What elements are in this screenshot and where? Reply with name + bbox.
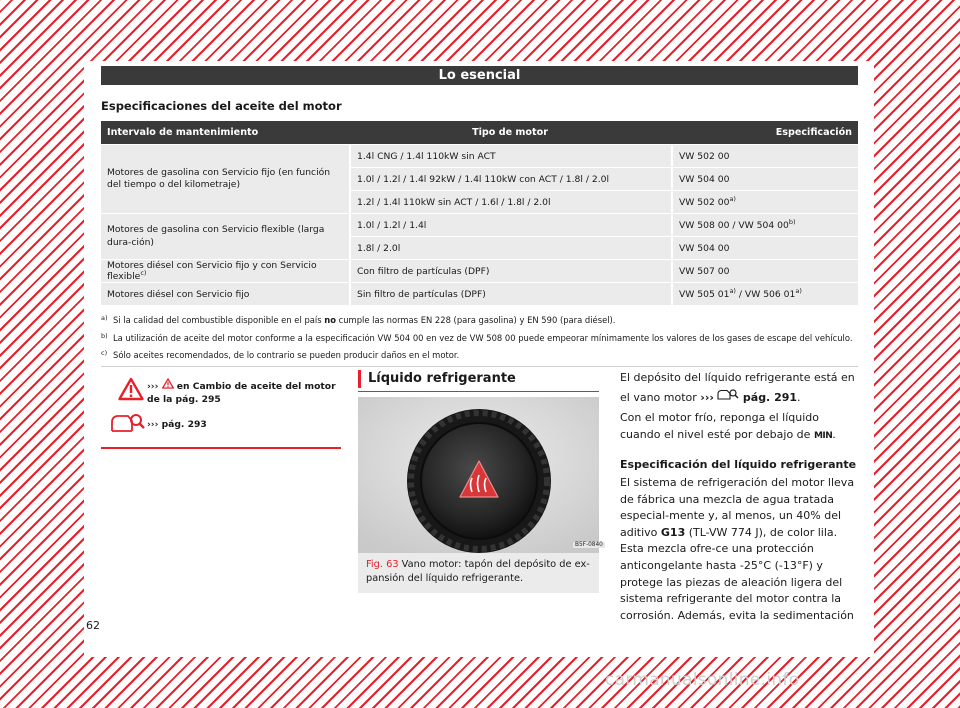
warning-triangle-icon [162, 378, 174, 389]
chapter-title: Lo esencial [438, 68, 521, 83]
footnote-ref: b) [788, 217, 796, 226]
interval-cell: Motores diésel con Servicio fijo [101, 283, 349, 305]
spec-cell: VW 508 00 / VW 504 00$^{b)}$ [671, 214, 858, 236]
watermark: carmanualsonline.info [605, 670, 800, 690]
engine-cell: Sin filtro de partículas (DPF) [349, 283, 671, 305]
engine-cell: 1.0l / 1.2l / 1.4l [349, 214, 671, 236]
paragraph: Con el motor frío, reponga el líquido cuando el nivel esté por debajo de MIN. [620, 411, 836, 441]
table-row [101, 214, 858, 236]
interval-cell: Motores de gasolina con Servicio flexible (larga dura-ción) [101, 214, 349, 259]
coolant-cap-photo [358, 397, 599, 553]
engine-cell: 1.8l / 2.0l [349, 237, 671, 259]
car-search-icon [110, 411, 146, 439]
footnotes [101, 314, 858, 367]
subheading: Especificación del líquido refrigerante [620, 458, 857, 472]
paragraph: El depósito del líquido refrigerante está en el vano motor ››› pág. 291. [620, 371, 855, 404]
col-header-interval: Intervalo de mantenimiento [101, 121, 349, 144]
spec-cell: VW 502 00 [671, 145, 858, 167]
table-row [101, 260, 858, 282]
footnote-mark: b) [101, 331, 108, 340]
table-row [101, 283, 858, 305]
footnote: b) La utilización de aceite del motor conforme a la especificación VW 504 00 en vez de VW 508 00 puede empeorar mínimamente los valores de los gases de escape del vehículo. [101, 331, 853, 343]
spec-cell: VW 504 00 [671, 168, 858, 190]
footnote: c) Sólo aceites recomendados, de lo contrario se pueden producir daños en el motor. [101, 349, 460, 360]
spec-cell: VW 504 00 [671, 237, 858, 259]
spec-cell: VW 505 01$^{a)}$ / VW 506 01$^{a)}$ [671, 283, 858, 305]
engine-cell: Con filtro de partículas (DPF) [349, 260, 671, 282]
figure-label: Fig. 63 [366, 559, 399, 570]
engine-cell: 1.2l / 1.4l 110kW sin ACT / 1.6l / 1.8l / 2.0l [349, 191, 671, 213]
divider [101, 366, 858, 367]
page-ref-link[interactable]: pág. 291 [742, 390, 798, 404]
interval-cell: Motores de gasolina con Servicio fijo (en función del tiempo o del kilometraje) [101, 145, 349, 213]
photo-code: B5F-0840 [575, 542, 603, 548]
min-mark: MIN [813, 430, 833, 441]
section-title: Especificaciones del aceite del motor [101, 99, 342, 113]
paragraph: El sistema de refrigeración del motor lleva de fábrica una mezcla de agua tratada especial-mente y, al menos, un 40% del aditivo G13 (TL-VW 774 J), de color lila. Esta mezcla ofre-ce una protección anticongelante hasta -25°C (-13°F) y protege las piezas de aleación ligera del sistema refrigerante del motor contra la corrosión. Además, evita la sedimentación [620, 475, 855, 622]
footnote-ref: a) [729, 194, 736, 203]
spec-cell: VW 502 00$^{a)}$ [671, 191, 858, 213]
footnote-ref: a) [729, 286, 736, 295]
figure-caption: Fig. 63 Vano motor: tapón del depósito de ex-pansión del líquido refrigerante. [358, 553, 599, 593]
footnote: a) Si la calidad del combustible disponible en el país no cumple las normas EN 228 (para gasolina) y EN 590 (para diésel). [101, 314, 616, 325]
footnote-ref: a) [795, 286, 802, 295]
reference-page[interactable]: ››› pág. 293 [147, 419, 207, 430]
chapter-header [101, 66, 858, 85]
col-header-engine: Tipo de motor [349, 121, 671, 144]
table-row [101, 145, 858, 167]
spec-cell: VW 507 00 [671, 260, 858, 282]
col-header-spec: Especificación [671, 121, 858, 144]
oil-spec-table [101, 120, 858, 306]
engine-cell: 1.4l CNG / 1.4l 110kW sin ACT [349, 145, 671, 167]
right-column [620, 370, 860, 624]
interval-cell: Motores diésel con Servicio fijo y con Servicio flexible$^{c)}$ [101, 260, 349, 282]
footnote-mark: a) [101, 314, 108, 322]
warning-triangle-icon [118, 377, 144, 405]
car-search-icon [717, 387, 739, 401]
engine-cell: 1.0l / 1.2l / 1.4l 92kW / 1.4l 110kW con ACT / 1.8l / 2.0l [349, 168, 671, 190]
footnote-ref: c) [140, 268, 147, 277]
coolant-section-title: Líquido refrigerante [358, 370, 599, 392]
title-accent-bar [358, 370, 361, 388]
coolant-cap-illustration [358, 397, 599, 553]
reference-box [101, 369, 341, 449]
reference-warning[interactable]: ››› en Cambio de aceite del motor de la pág. 295 [147, 378, 337, 406]
table-header-row [101, 121, 858, 144]
page-number: 62 [86, 619, 100, 632]
footnote-mark: c) [101, 349, 108, 357]
